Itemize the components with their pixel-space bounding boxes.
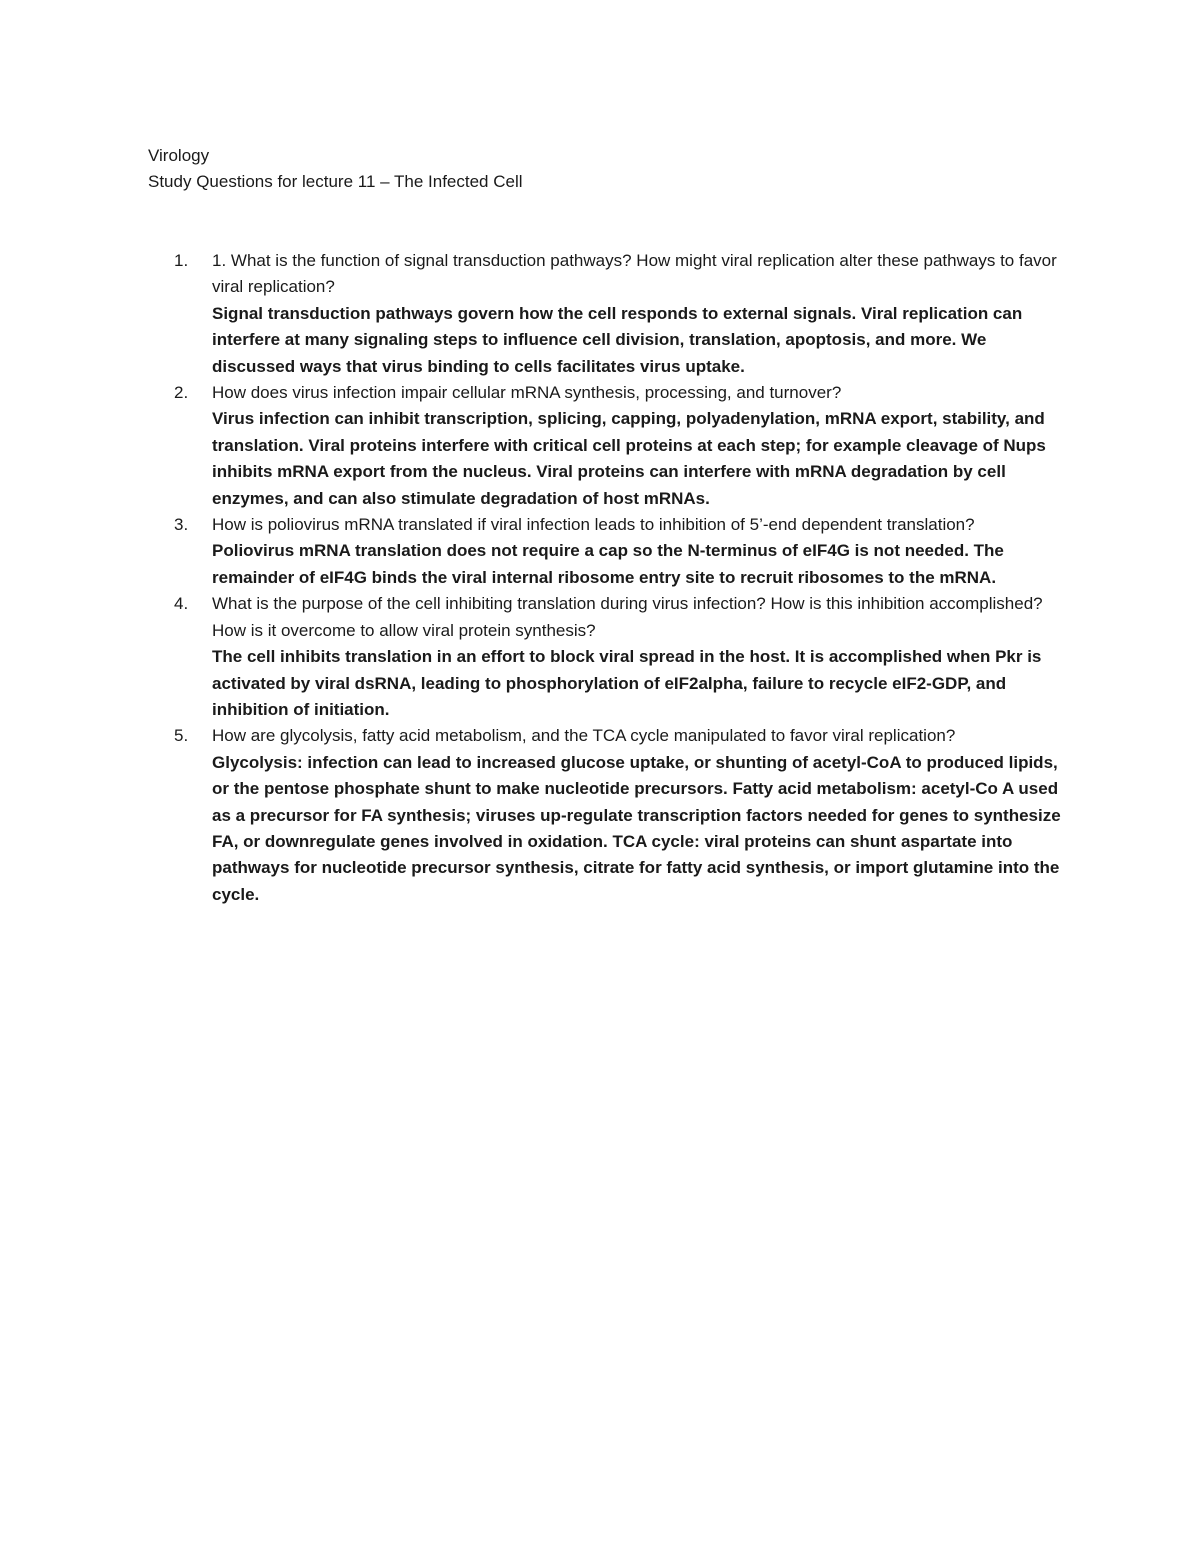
answer-text: Poliovirus mRNA translation does not require a cap so the N-terminus of eIF4G is not needed. The remainder of eIF4G binds the viral internal ribosome entry site to recruit ribosomes to the mRNA. (212, 541, 1004, 587)
question-number: 5. (174, 726, 189, 746)
question-text: How is poliovirus mRNA translated if viral infection leads to inhibition of 5’-end dependent translation? (212, 515, 975, 535)
question-text: How are glycolysis, fatty acid metabolism, and the TCA cycle manipulated to favor viral replication? (212, 726, 956, 746)
course-title: Virology (148, 146, 210, 165)
list-item (148, 591, 1068, 723)
question-text: What is the purpose of the cell inhibiting translation during virus infection? How is this inhibition accomplished? How is it overcome to allow viral protein synthesis? (212, 594, 1043, 640)
question-number: 3. (174, 515, 189, 535)
list-item (148, 380, 1068, 512)
answer-text: Glycolysis: infection can lead to increased glucose uptake, or shunting of acetyl-CoA to produced lipids, or the pentose phosphate shunt to make nucleotide precursors. Fatty acid metabolism: acetyl-Co A used as a precursor for FA synthesis; viruses up-regulate transcription factors needed for genes to synthesize FA, or downregulate genes involved in oxidation. TCA cycle: viral proteins can shunt aspartate into pathways for nucleotide precursor synthesis, citrate for fatty acid synthesis, or import glutamine into the cycle. (212, 752, 1061, 904)
answer-text: Signal transduction pathways govern how the cell responds to external signals. Viral replication can interfere at many signaling steps to influence cell division, translation, apoptosis, and more. We discussed ways that virus binding to cells facilitates virus uptake. (212, 303, 1023, 376)
document-subtitle: Study Questions for lecture 11 – The Infected Cell (148, 172, 523, 191)
question-list (148, 248, 1068, 908)
answer-text: The cell inhibits translation in an effort to block viral spread in the host. It is accomplished when Pkr is activated by viral dsRNA, leading to phosphorylation of eIF2alpha, failure to recycle eIF2-GDP, and inhibition of initiation. (212, 647, 1042, 719)
question-number: 1. (174, 251, 189, 270)
list-item (148, 248, 1068, 380)
question-text: How does virus infection impair cellular mRNA synthesis, processing, and turnover? (212, 383, 842, 403)
question-text: 1. What is the function of signal transduction pathways? How might viral replication alter these pathways to favor viral replication? (212, 251, 1057, 297)
question-number: 4. (174, 594, 189, 614)
list-item (148, 512, 1068, 591)
document-header (148, 143, 1068, 195)
question-number: 2. (174, 383, 189, 403)
answer-text: Virus infection can inhibit transcription, splicing, capping, polyadenylation, mRNA export, stability, and translation. Viral proteins interfere with critical cell proteins at each step; for example cleavage of Nups inhibits mRNA export from the nucleus. Viral proteins can interfere with mRNA degradation by cell enzymes, and can also stimulate degradation of host mRNAs. (212, 409, 1046, 508)
list-item (148, 723, 1068, 908)
